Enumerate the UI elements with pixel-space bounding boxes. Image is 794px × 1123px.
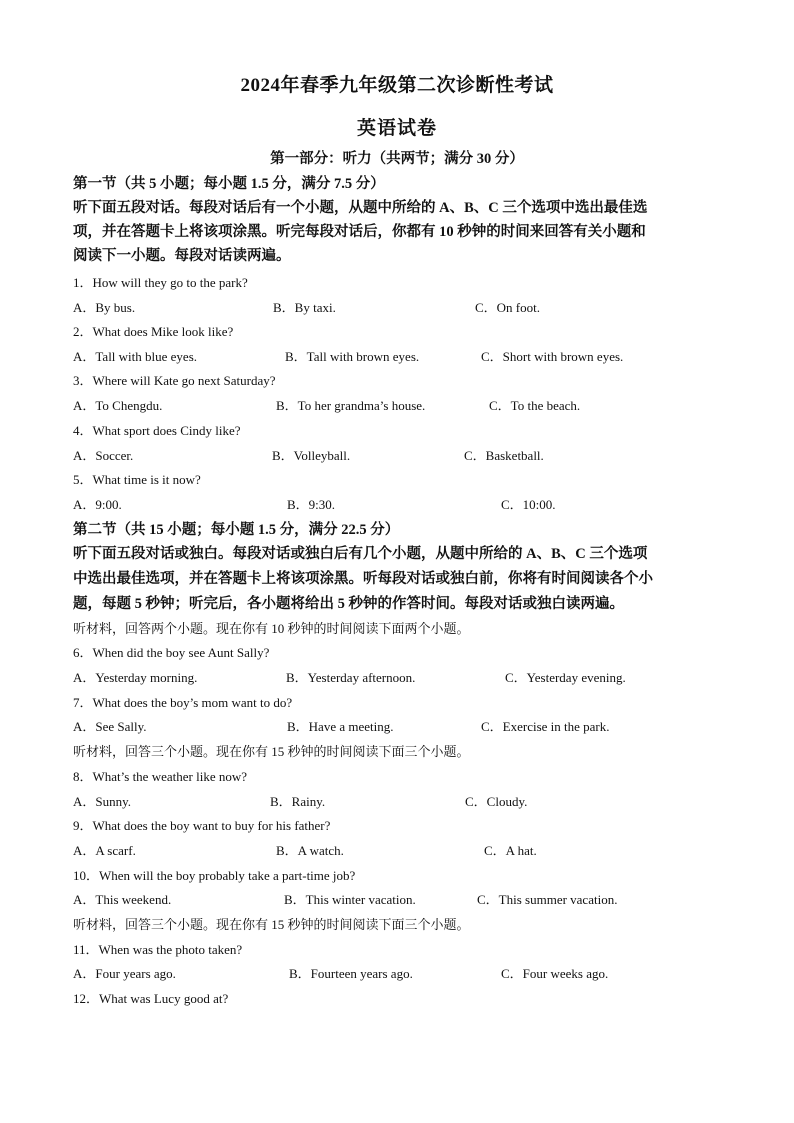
q11-option-c: C．Four weeks ago. bbox=[501, 966, 609, 981]
question-5: 5．What time is it now? bbox=[73, 472, 201, 487]
q10-option-c: C．This summer vacation. bbox=[477, 892, 618, 907]
section1-instruction-line: 听下面五段对话。每段对话后有一个小题，从题中所给的 A、B、C 三个选项中选出最佳选 bbox=[73, 200, 648, 216]
listening-note: 听材料，回答三个小题。现在你有 15 秒钟的时间阅读下面三个小题。 bbox=[73, 917, 470, 932]
section2-instruction-line: 听下面五段对话或独白。每段对话或独白后有几个小题，从题中所给的 A、B、C 三个选项 bbox=[73, 546, 648, 562]
q9-option-c: C．A hat. bbox=[484, 843, 537, 858]
q8-option-b: B．Rainy. bbox=[270, 794, 326, 809]
q5-option-c: C．10:00. bbox=[501, 497, 556, 512]
q7-option-c: C．Exercise in the park. bbox=[481, 719, 610, 734]
q8-option-c: C．Cloudy. bbox=[465, 794, 528, 809]
q9-option-b: B．A watch. bbox=[276, 843, 344, 858]
question-4: 4．What sport does Cindy like? bbox=[73, 423, 241, 438]
exam-title: 2024年春季九年级第二次诊断性考试 bbox=[240, 75, 554, 96]
q7-option-b: B．Have a meeting. bbox=[287, 719, 394, 734]
q4-option-b: B．Volleyball. bbox=[272, 448, 351, 463]
question-9: 9．What does the boy want to buy for his father? bbox=[73, 818, 331, 833]
part-header: 第一部分：听力（共两节；满分 30 分） bbox=[270, 151, 524, 167]
q11-option-a: A．Four years ago. bbox=[73, 966, 176, 981]
q1-option-a: A．By bus. bbox=[73, 300, 136, 315]
section1-instruction-line: 项，并在答题卡上将该项涂黑。听完每段对话后，你都有 10 秒钟的时间来回答有关小题和 bbox=[73, 224, 646, 240]
question-7: 7．What does the boy’s mom want to do? bbox=[73, 695, 293, 710]
listening-note: 听材料，回答两个小题。现在你有 10 秒钟的时间阅读下面两个小题。 bbox=[73, 621, 470, 636]
section2-instruction-line: 题，每题 5 秒钟；听完后，各小题将给出 5 秒钟的作答时间。每段对话或独白读两遍。 bbox=[73, 596, 624, 612]
q10-option-a: A．This weekend. bbox=[73, 892, 172, 907]
section1-instruction-line: 阅读下一小题。每段对话读两遍。 bbox=[73, 248, 291, 264]
q1-option-c: C．On foot. bbox=[475, 300, 541, 315]
question-6: 6．When did the boy see Aunt Sally? bbox=[73, 645, 270, 660]
exam-subject: 英语试卷 bbox=[356, 118, 437, 139]
q2-option-b: B．Tall with brown eyes. bbox=[285, 349, 420, 364]
q11-option-b: B．Fourteen years ago. bbox=[289, 966, 413, 981]
section2-header: 第二节（共 15 小题；每小题 1.5 分，满分 22.5 分） bbox=[73, 522, 400, 538]
question-8: 8．What’s the weather like now? bbox=[73, 769, 247, 784]
listening-note: 听材料，回答三个小题。现在你有 15 秒钟的时间阅读下面三个小题。 bbox=[73, 744, 470, 759]
question-1: 1．How will they go to the park? bbox=[73, 275, 248, 290]
question-11: 11．When was the photo taken? bbox=[73, 942, 243, 957]
question-2: 2．What does Mike look like? bbox=[73, 324, 234, 339]
question-3: 3．Where will Kate go next Saturday? bbox=[73, 373, 276, 388]
q2-option-a: A．Tall with blue eyes. bbox=[73, 349, 198, 364]
q3-option-b: B．To her grandma’s house. bbox=[276, 398, 426, 413]
q3-option-a: A．To Chengdu. bbox=[73, 398, 163, 413]
q4-option-a: A．Soccer. bbox=[73, 448, 134, 463]
question-12: 12．What was Lucy good at? bbox=[73, 991, 229, 1006]
question-10: 10．When will the boy probably take a part-time job? bbox=[73, 868, 356, 883]
q6-option-c: C．Yesterday evening. bbox=[505, 670, 626, 685]
q6-option-a: A．Yesterday morning. bbox=[73, 670, 198, 685]
q9-option-a: A．A scarf. bbox=[73, 843, 136, 858]
q6-option-b: B．Yesterday afternoon. bbox=[286, 670, 416, 685]
section2-instruction-line: 中选出最佳选项，并在答题卡上将该项涂黑。听每段对话或独白前，你将有时间阅读各个小 bbox=[73, 571, 653, 587]
q4-option-c: C．Basketball. bbox=[464, 448, 544, 463]
q8-option-a: A．Sunny. bbox=[73, 794, 132, 809]
q3-option-c: C．To the beach. bbox=[489, 398, 581, 413]
q5-option-a: A．9:00. bbox=[73, 497, 122, 512]
q7-option-a: A．See Sally. bbox=[73, 719, 147, 734]
q2-option-c: C．Short with brown eyes. bbox=[481, 349, 624, 364]
section1-header: 第一节（共 5 小题；每小题 1.5 分，满分 7.5 分） bbox=[73, 176, 385, 192]
q1-option-b: B．By taxi. bbox=[273, 300, 336, 315]
q10-option-b: B．This winter vacation. bbox=[284, 892, 416, 907]
q5-option-b: B．9:30. bbox=[287, 497, 336, 512]
